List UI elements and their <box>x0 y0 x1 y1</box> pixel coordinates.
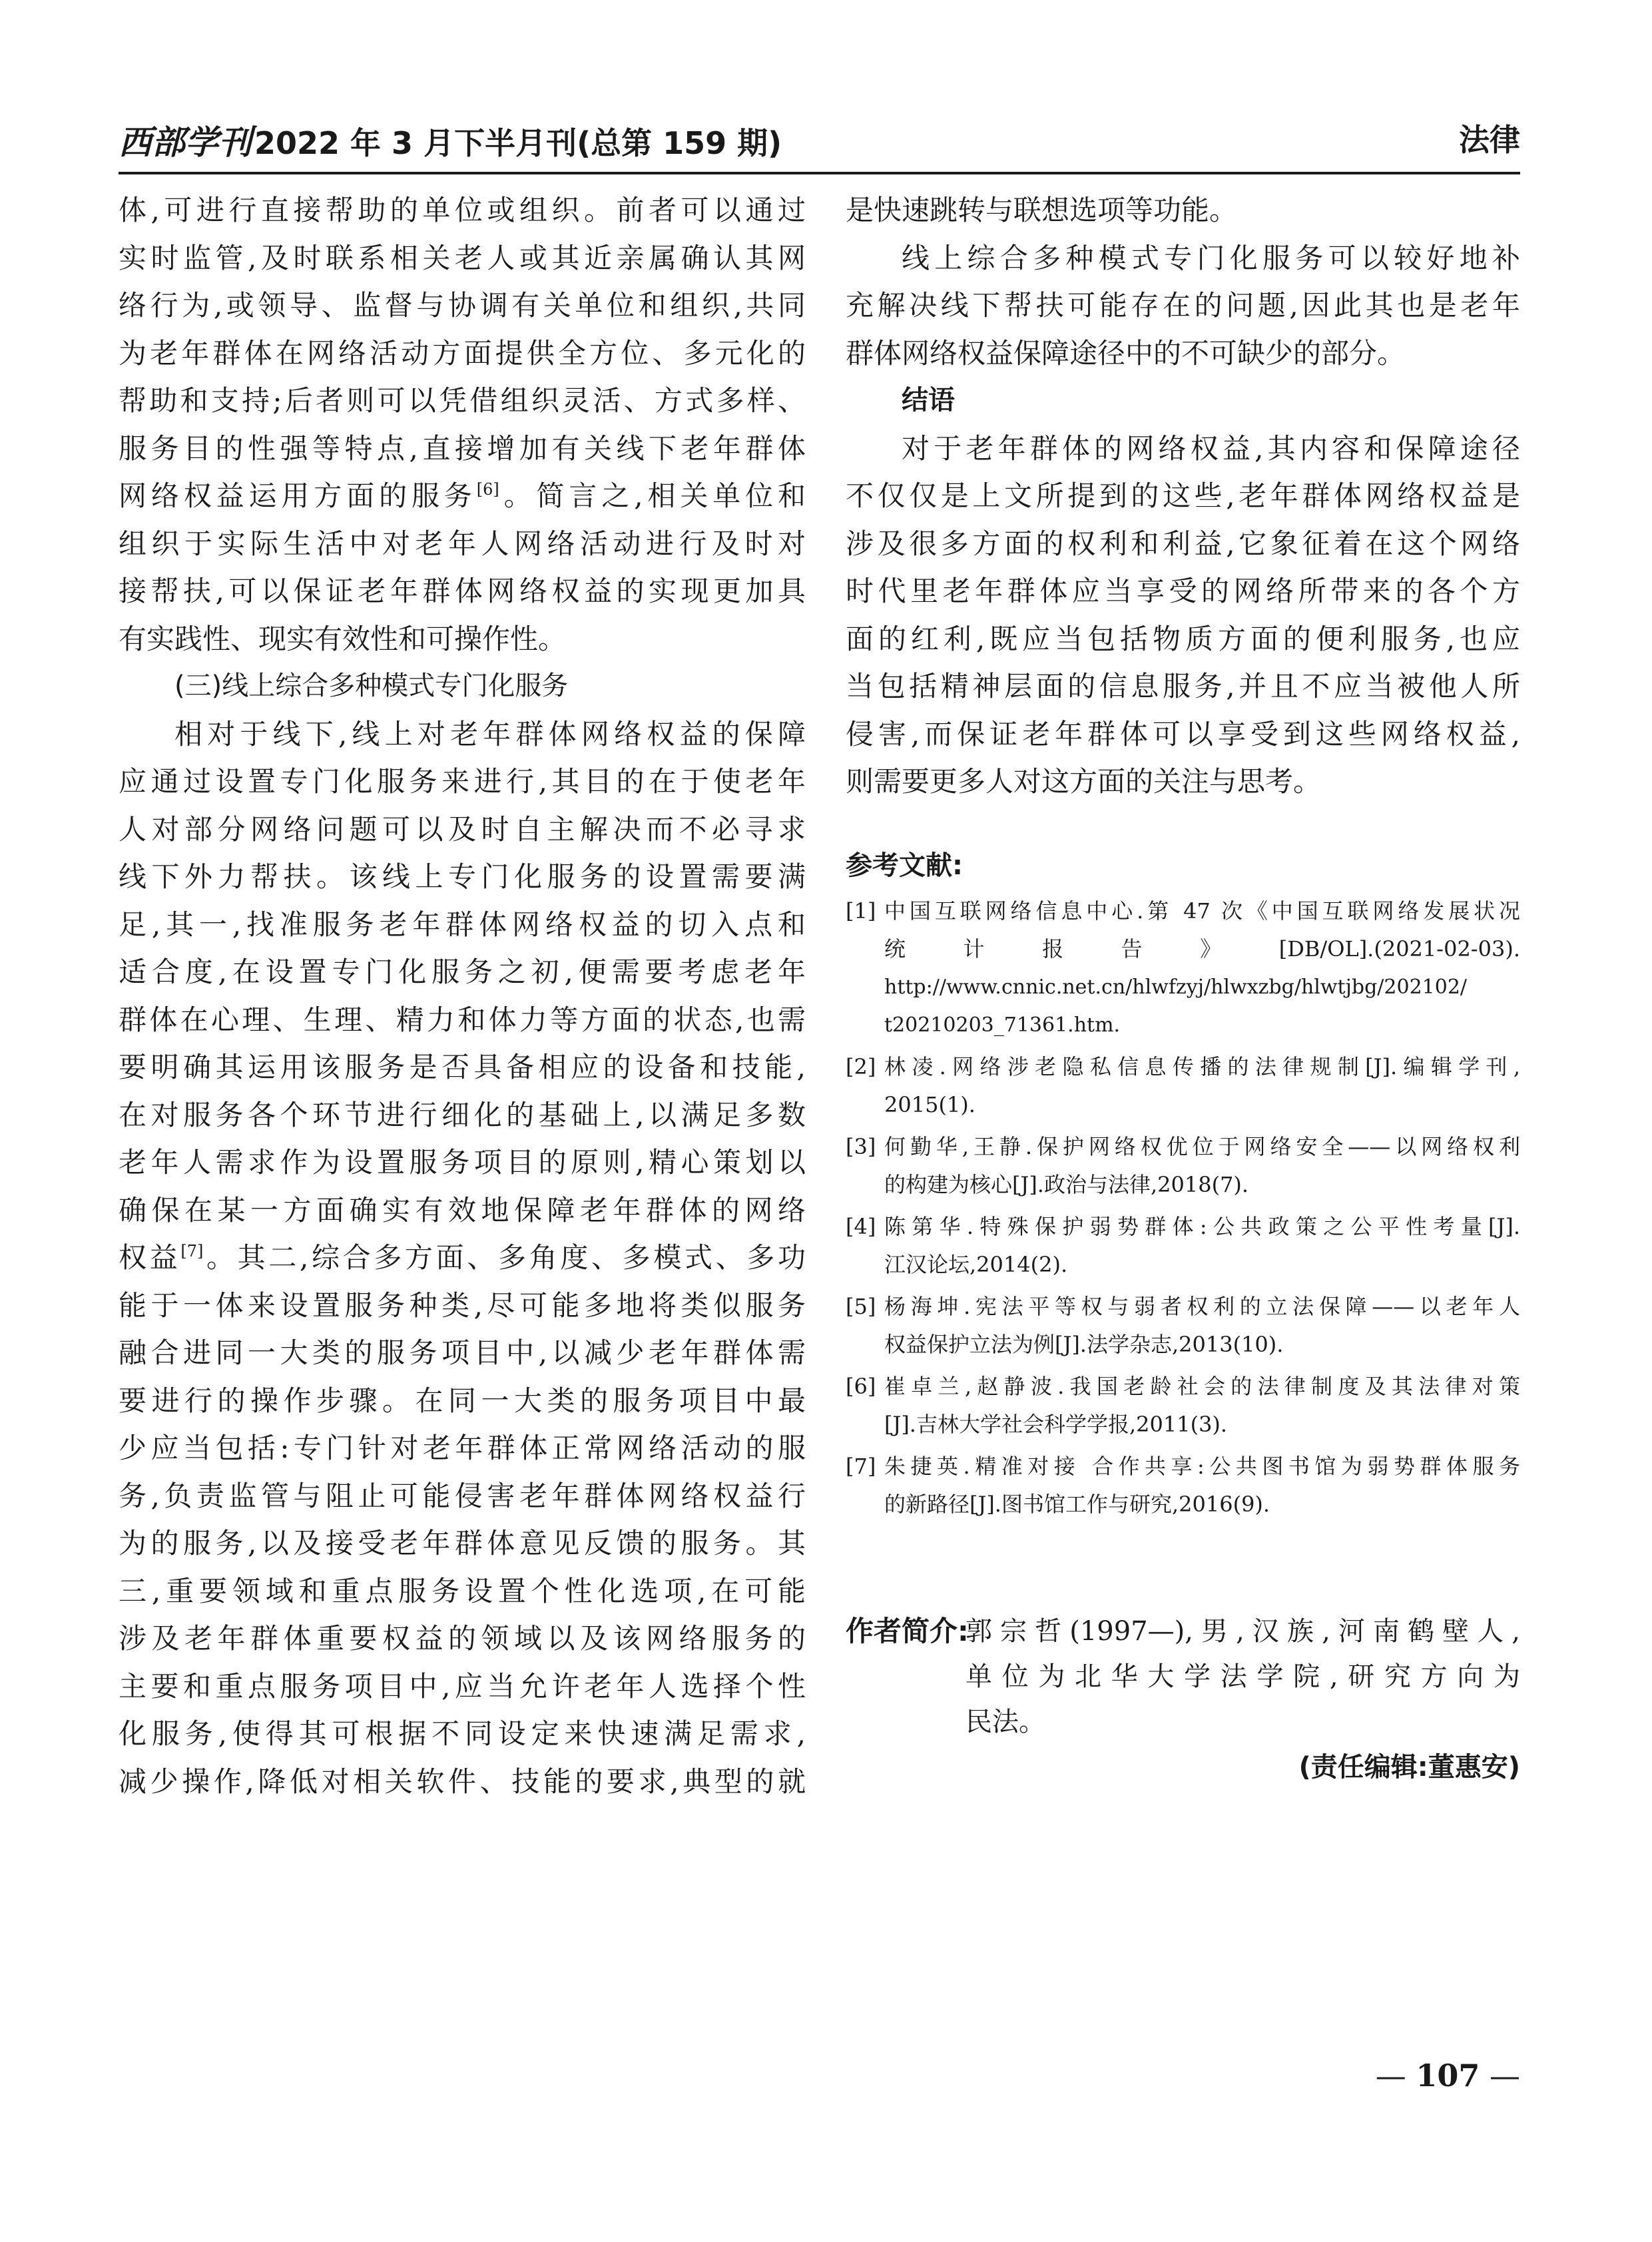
left-column-line: 减少操作,降低对相关软件、技能的要求,典型的就 <box>119 1765 806 1798</box>
running-header <box>119 112 1520 165</box>
journal-logo: 西部学刊 <box>119 123 252 162</box>
right-column-line: 涉及很多方面的权利和利益,它象征着在这个网络 <box>846 527 1520 560</box>
reference-text: 中国互联网络信息中心.第 47 次《中国互联网络发展状况 <box>884 898 1520 924</box>
right-column-line: 线上综合多种模式专门化服务可以较好地补 <box>902 241 1520 274</box>
left-column <box>119 186 806 1805</box>
right-column-line: 不仅仅是上文所提到的这些,老年群体网络权益是 <box>846 479 1520 512</box>
left-column-line: 群体在心理、生理、精力和体力等方面的状态,也需 <box>119 1003 806 1036</box>
left-column-line: 线下外力帮扶。该线上专门化服务的设置需要满 <box>119 860 806 893</box>
reference-text: 何勤华,王静.保护网络权优位于网络安全——以网络权利 <box>884 1134 1520 1159</box>
left-column-line: 三,重要领域和重点服务设置个性化选项,在可能 <box>119 1574 806 1607</box>
left-column-line: 确保在某一方面确实有效地保障老年群体的网络 <box>119 1193 806 1227</box>
reference-number: [3] <box>846 1134 876 1159</box>
left-column-line: 化服务,使得其可根据不同设定来快速满足需求, <box>119 1717 806 1750</box>
left-column-line: 老年人需求作为设置服务项目的原则,精心策划以 <box>119 1146 806 1179</box>
reference-text: 朱捷英.精准对接 合作共享:公共图书馆为弱势群体服务 <box>884 1454 1520 1479</box>
right-column-line: 对于老年群体的网络权益,其内容和保障途径 <box>902 431 1520 465</box>
reference-text: t20210203_71361.htm. <box>884 1013 1121 1037</box>
reference-text: http://www.cnnic.net.cn/hlwfzyj/hlwxzbg/hlwtjbg/202102/ <box>884 976 1468 999</box>
left-column-line: 融合进同一大类的服务项目中,以减少老年群体需 <box>119 1336 806 1369</box>
left-column-line: 络行为,或领导、监督与协调有关单位和组织,共同 <box>119 289 806 322</box>
reference-item <box>846 892 1520 1044</box>
reference-number: [6] <box>846 1374 876 1399</box>
left-column-line: 实时监管,及时联系相关老人或其近亲属确认其网 <box>119 241 806 274</box>
author-line: 民法。 <box>965 1707 1045 1737</box>
reference-text: 陈第华.特殊保护弱势群体:公共政策之公平性考量[J]. <box>884 1214 1520 1239</box>
section-heading: 结语 <box>902 385 955 416</box>
left-column-line: 服务目的性强等特点,直接增加有关线下老年群体 <box>119 431 806 465</box>
reference-number: [2] <box>846 1054 876 1079</box>
left-column-line: 能于一体来设置服务种类,尽可能多地将类似服务 <box>119 1288 806 1322</box>
author-bio <box>846 1609 1520 1745</box>
reference-text: 的构建为核心[J].政治与法律,2018(7). <box>884 1172 1249 1197</box>
reference-text: 杨海坤.宪法平等权与弱者权利的立法保障——以老年人 <box>884 1294 1520 1319</box>
reference-text: 2015(1). <box>884 1092 975 1117</box>
author-label: 作者简介: <box>846 1615 969 1647</box>
left-column-line: 在对服务各个环节进行细化的基础上,以满足多数 <box>119 1098 806 1131</box>
right-column-line: 则需要更多人对这方面的关注与思考。 <box>846 765 1322 798</box>
left-column-line: 要明确其运用该服务是否具备相应的设备和技能, <box>119 1051 806 1083</box>
reference-text: 崔卓兰,赵静波.我国老龄社会的法律制度及其法律对策 <box>884 1374 1520 1399</box>
responsible-editor: (责任编辑:董惠安) <box>1298 1752 1520 1783</box>
left-column-line: 少应当包括:专门针对老年群体正常网络活动的服 <box>119 1432 806 1464</box>
right-column <box>846 186 1520 806</box>
right-column-line: 当包括精神层面的信息服务,并且不应当被他人所 <box>846 670 1520 702</box>
right-column-line: 充解决线下帮扶可能存在的问题,因此其也是老年 <box>846 289 1520 322</box>
left-column-line: 权益[7]。其二,综合多方面、多角度、多模式、多功 <box>119 1241 806 1274</box>
section-subheading: (三)线上综合多种模式专门化服务 <box>174 671 569 701</box>
left-column-line: 适合度,在设置专门化服务之初,便需要考虑老年 <box>119 956 806 988</box>
reference-text: [J].吉林大学社会科学学报,2011(3). <box>884 1412 1228 1437</box>
left-column-line: 网络权益运用方面的服务[6]。简言之,相关单位和 <box>119 479 806 512</box>
left-column-line: 为的服务,以及接受老年群体意见反馈的服务。其 <box>119 1527 806 1559</box>
left-column-line: 应通过设置专门化服务来进行,其目的在于使老年 <box>119 765 806 798</box>
reference-number: [5] <box>846 1294 876 1319</box>
reference-number: [4] <box>846 1214 876 1239</box>
reference-item <box>846 1288 1520 1364</box>
author-line: 单位为北华大学法学院,研究方向为 <box>965 1661 1520 1692</box>
left-column-line: 要进行的操作步骤。在同一大类的服务项目中最 <box>119 1384 806 1417</box>
left-column-line: 涉及老年群体重要权益的领域以及该网络服务的 <box>119 1622 806 1655</box>
page-number-value: 107 <box>1416 2058 1480 2094</box>
right-column-line: 面的红利,既应当包括物质方面的便利服务,也应 <box>846 622 1520 655</box>
page-number: — 107 — <box>1375 2058 1520 2094</box>
left-column-line: 务,负责监管与阻止可能侵害老年群体网络权益行 <box>119 1479 806 1512</box>
reference-text: 江汉论坛,2014(2). <box>884 1252 1068 1277</box>
references-list <box>846 892 1520 1528</box>
right-column-line: 群体网络权益保障途径中的不可缺少的部分。 <box>846 336 1406 370</box>
reference-text: 的新路径[J].图书馆工作与研究,2016(9). <box>884 1492 1270 1517</box>
reference-item <box>846 1128 1520 1204</box>
issue-label: 2022 年 3 月下半月刊(总第 159 期) <box>254 125 782 161</box>
author-text <box>965 1609 1520 1745</box>
author-line: 郭宗哲(1997—),男,汉族,河南鹤壁人, <box>965 1616 1520 1647</box>
left-column-line: 主要和重点服务项目中,应当允许老年人选择个性 <box>119 1669 806 1703</box>
reference-number: [1] <box>846 898 876 924</box>
header-rule <box>119 172 1520 174</box>
right-column-line: 是快速跳转与联想选项等功能。 <box>846 194 1238 226</box>
journal-issue <box>119 116 782 164</box>
left-column-line: 有实践性、现实有效性和可操作性。 <box>119 622 567 655</box>
left-column-line: 体,可进行直接帮助的单位或组织。前者可以通过 <box>119 194 806 226</box>
reference-item <box>846 1448 1520 1524</box>
reference-text: 统计报告》[DB/OL].(2021-02-03). <box>884 936 1520 962</box>
left-column-line: 相对于线下,线上对老年群体网络权益的保障 <box>174 717 806 750</box>
reference-text: 权益保护立法为例[J].法学杂志,2013(10). <box>884 1332 1284 1357</box>
reference-item <box>846 1208 1520 1284</box>
citation-mark: [6] <box>476 480 499 499</box>
right-column-line: 侵害,而保证老年群体可以享受到这些网络权益, <box>846 717 1520 750</box>
section-label: 法律 <box>1459 122 1520 158</box>
left-column-line: 组织于实际生活中对老年人网络活动进行及时对 <box>119 527 806 560</box>
left-column-line: 接帮扶,可以保证老年群体网络权益的实现更加具 <box>119 575 806 607</box>
reference-item <box>846 1048 1520 1124</box>
left-column-line: 为老年群体在网络活动方面提供全方位、多元化的 <box>119 336 806 370</box>
references-title: 参考文献: <box>846 850 963 881</box>
reference-text: 林凌.网络涉老隐私信息传播的法律规制[J].编辑学刊, <box>884 1054 1520 1079</box>
left-column-line: 帮助和支持;后者则可以凭借组织灵活、方式多样、 <box>119 384 806 417</box>
reference-number: [7] <box>846 1454 876 1479</box>
left-column-line: 足,其一,找准服务老年群体网络权益的切入点和 <box>119 908 806 941</box>
left-column-line: 人对部分网络问题可以及时自主解决而不必寻求 <box>119 812 806 846</box>
right-column-line: 时代里老年群体应当享受的网络所带来的各个方 <box>846 575 1520 607</box>
citation-mark: [7] <box>180 1242 204 1261</box>
reference-item <box>846 1368 1520 1444</box>
